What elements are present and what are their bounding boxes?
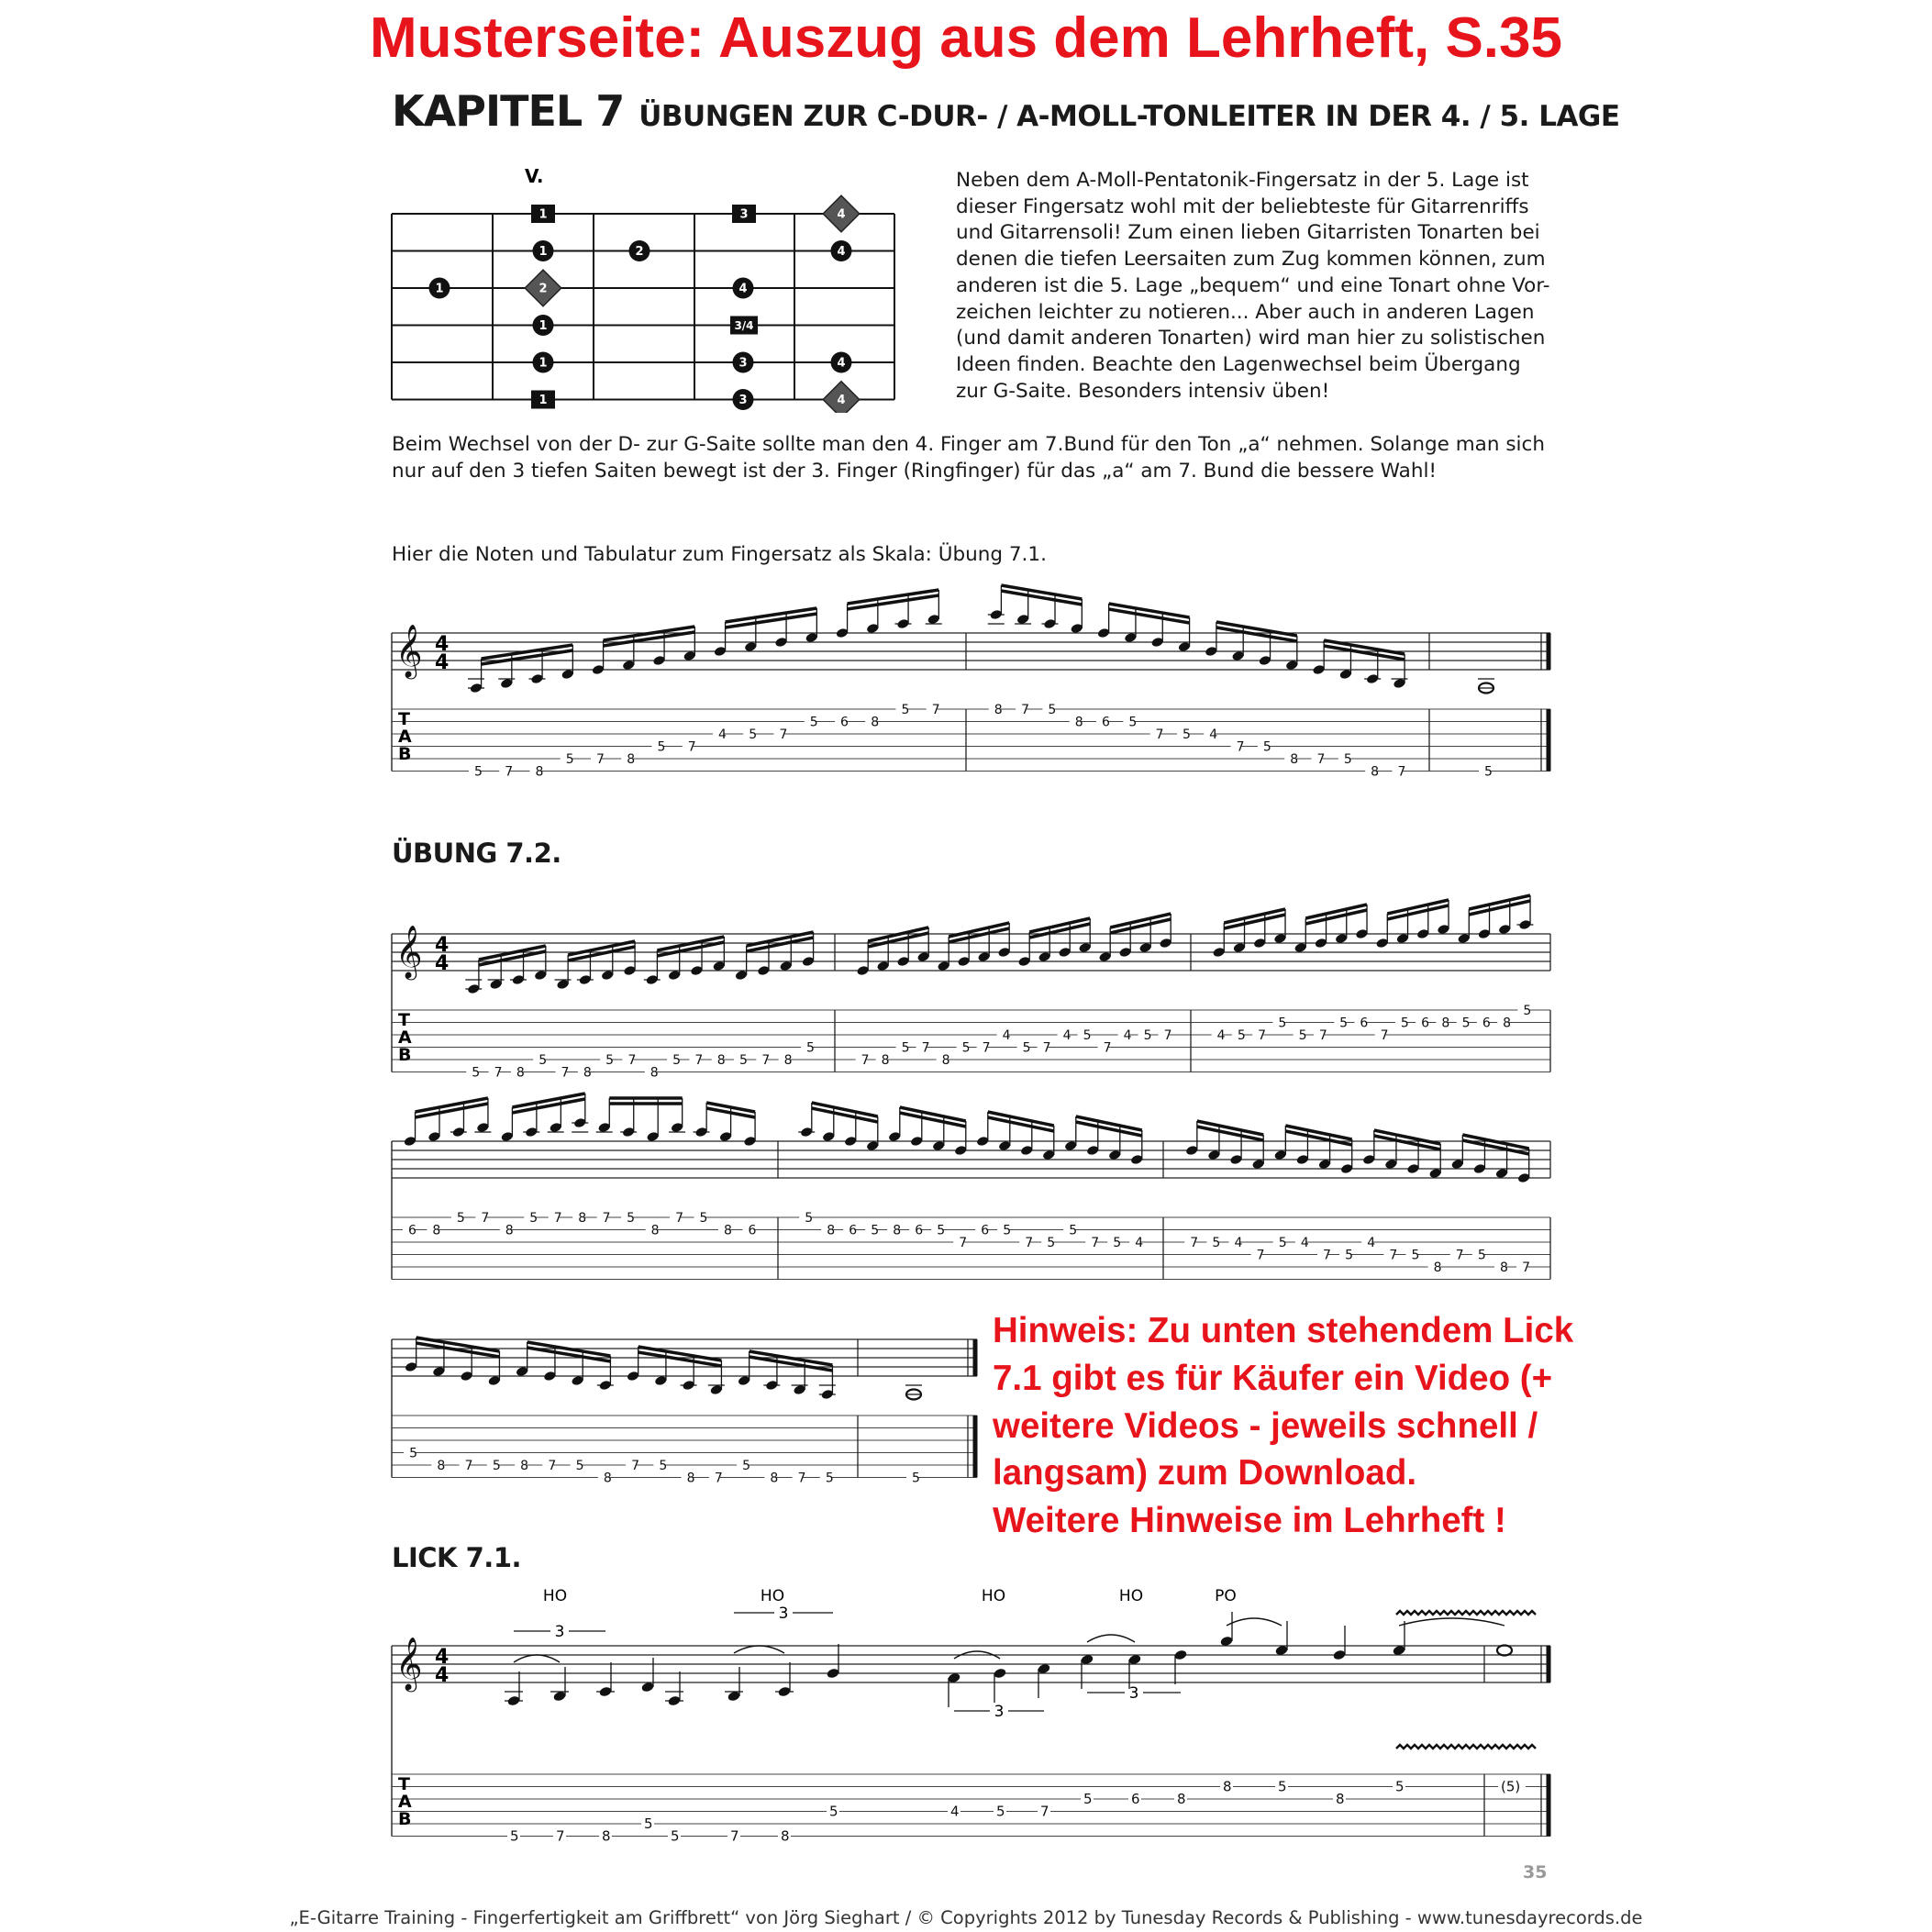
tab-number: 7 [779, 727, 788, 742]
tab-number: 7 [1316, 752, 1326, 767]
finger-number: 1 [435, 282, 444, 296]
tab-number: 5 [472, 1065, 481, 1081]
tab-number: 7 [1021, 703, 1030, 717]
tab-number: 5 [539, 1053, 548, 1068]
tab-number: 5 [809, 715, 818, 730]
tab-number: 5 [805, 1211, 814, 1226]
tab-number: 7 [1040, 1803, 1049, 1820]
tab-number: 5 [699, 1211, 708, 1226]
tab-number: 8 [770, 1471, 779, 1486]
finger-number: 2 [635, 245, 644, 259]
tab-number: 5 [1298, 1028, 1307, 1043]
intro-line: (und damit anderen Tonarten) wird man hier zu solistischen [956, 327, 1546, 350]
music-system [392, 895, 1550, 1081]
tab-number: 7 [1380, 1028, 1389, 1043]
tab-number: 7 [675, 1211, 683, 1226]
tab-number: 7 [1236, 739, 1245, 755]
tab-number: 8 [1503, 1016, 1512, 1031]
tab-number: 8 [1290, 752, 1299, 767]
tab-number: 5 [937, 1223, 946, 1238]
tab-letter: B [398, 1809, 412, 1829]
tab-number: 5 [1182, 727, 1191, 742]
tab-number: 4 [1062, 1028, 1071, 1043]
tab-number: 6 [407, 1223, 416, 1238]
tab-number: 8 [1223, 1778, 1232, 1795]
tab-number: 7 [505, 764, 514, 780]
tab-number: 5 [644, 1815, 653, 1832]
tab-number: 5 [1278, 1016, 1287, 1031]
tab-number: 7 [1091, 1236, 1100, 1250]
slur [1399, 1618, 1505, 1626]
tab-number: 6 [1131, 1791, 1140, 1807]
chapter-number: KAPITEL 7 [392, 86, 625, 136]
finger-number: 1 [539, 245, 548, 259]
finger-number: 4 [837, 207, 846, 222]
tab-number: 7 [602, 1211, 611, 1226]
tab-number: 8 [520, 1459, 528, 1473]
finger-number: 4 [738, 282, 748, 296]
tab-number: 7 [631, 1459, 639, 1473]
slur [1227, 1618, 1282, 1626]
tab-number: 8 [1499, 1260, 1508, 1275]
tab-number: 5 [961, 1040, 971, 1056]
tab-number: 7 [931, 703, 940, 717]
tab-number: 6 [748, 1223, 757, 1238]
tuplet-number: 3 [554, 1623, 565, 1641]
time-signature-bottom: 4 [435, 952, 450, 975]
tab-number: 5 [1212, 1236, 1221, 1250]
intro-line: denen die tiefen Leersaiten zum Zug kommen können, zum [956, 248, 1546, 272]
articulation-label: HO [981, 1587, 1006, 1605]
articulation-label: PO [1215, 1587, 1237, 1605]
tab-number: 7 [730, 1827, 739, 1845]
tab-letter: T [398, 1774, 410, 1794]
tab-number: 5 [1395, 1778, 1405, 1795]
finger-number: 1 [539, 319, 548, 333]
chapter-title: ÜBUNGEN ZUR C-DUR- / A-MOLL-TONLEITER IN DER 4. / 5. LAGE [638, 100, 1620, 133]
tab-number: 7 [553, 1211, 562, 1226]
music-system [392, 1338, 977, 1486]
tab-letter: A [398, 1027, 412, 1048]
notehead [826, 1668, 839, 1680]
tab-number: 7 [982, 1040, 991, 1056]
lick-notes [505, 1587, 1536, 1845]
notice-line: 7.1 gibt es für Käufer ein Video (+ [993, 1358, 1553, 1398]
tab-number: 5 [473, 764, 483, 780]
tab-number: 5 [805, 1040, 815, 1056]
tab-number: 7 [1163, 1028, 1172, 1043]
tab-number: 8 [1336, 1791, 1345, 1807]
tab-number: 8 [871, 715, 880, 730]
finger-number: 1 [539, 394, 548, 407]
tab-number: 7 [1522, 1260, 1531, 1275]
tab-number: 5 [1400, 1016, 1409, 1031]
finger-number: 4 [837, 245, 846, 259]
tab-number: 8 [724, 1223, 732, 1238]
notice-line: weitere Videos - jeweils schnell / [993, 1405, 1538, 1446]
notice-line: Hinweis: Zu unten stehendem Lick [993, 1311, 1574, 1350]
tab-number: 8 [1433, 1260, 1442, 1275]
tab-number: 7 [959, 1236, 968, 1250]
slur [734, 1646, 784, 1653]
tab-number: 8 [1177, 1791, 1186, 1807]
tab-number: 7 [556, 1827, 565, 1845]
tab-number: 7 [1042, 1040, 1051, 1056]
tab-number: 5 [912, 1471, 920, 1486]
tab-number: (5) [1501, 1778, 1521, 1795]
paragraph-line: nur auf den 3 tiefen Saiten bewegt ist der 3. Finger (Ringfinger) für das „a“ am 7. Bund die bessere Wahl! [392, 459, 1438, 483]
music-system [392, 585, 1550, 780]
tab-number: 5 [1003, 1223, 1012, 1238]
tab-number: 5 [575, 1459, 584, 1473]
slur [1087, 1635, 1135, 1642]
tab-number: 8 [505, 1223, 514, 1238]
time-signature-bottom: 4 [435, 1664, 450, 1687]
tab-number: 4 [1123, 1028, 1132, 1043]
notehead [1173, 1649, 1187, 1661]
tab-number: 7 [1455, 1248, 1464, 1263]
tab-number: 8 [1371, 764, 1380, 780]
tab-number: 5 [1477, 1248, 1486, 1263]
tab-number: 4 [1216, 1028, 1226, 1043]
time-signature-top: 4 [435, 934, 450, 957]
vibrato-mark [1396, 1611, 1536, 1615]
tab-number: 7 [464, 1459, 473, 1473]
tab-number: 8 [827, 1223, 836, 1238]
tuplet-number: 3 [1128, 1684, 1139, 1703]
tab-number: 5 [1343, 752, 1352, 767]
tab-number: 5 [1047, 1236, 1056, 1250]
tab-number: 6 [1102, 715, 1110, 730]
articulation-label: HO [542, 1587, 568, 1605]
tab-number: 6 [915, 1223, 924, 1238]
tab-number: 5 [409, 1446, 417, 1461]
tab-number: 5 [1278, 1778, 1287, 1795]
tab-number: 6 [839, 715, 849, 730]
tab-number: 5 [1461, 1016, 1471, 1031]
tab-number: 8 [783, 1053, 793, 1068]
tab-number: 7 [1322, 1248, 1331, 1263]
tab-number: 5 [739, 1053, 748, 1068]
tab-number: 5 [1128, 715, 1138, 730]
tab-number: 7 [1025, 1236, 1034, 1250]
tab-number: 5 [456, 1211, 465, 1226]
tab-number: 5 [627, 1211, 636, 1226]
finger-number: 4 [837, 394, 846, 407]
articulation-label: HO [760, 1587, 785, 1605]
tab-number: 6 [1421, 1016, 1430, 1031]
tab-number: 5 [1339, 1016, 1349, 1031]
tab-number: 7 [1318, 1028, 1327, 1043]
tab-number: 5 [1113, 1236, 1122, 1250]
tab-number: 7 [481, 1211, 490, 1226]
tab-number: 5 [529, 1211, 539, 1226]
finger-number: 1 [539, 207, 548, 222]
tab-number: 7 [627, 1053, 637, 1068]
tab-number: 5 [1143, 1028, 1152, 1043]
tab-number: 5 [742, 1459, 750, 1473]
exercise-intro-text: Hier die Noten und Tabulatur zum Fingersatz als Skala: Übung 7.1. [392, 543, 1047, 566]
intro-line: zur G-Saite. Besonders intensiv üben! [956, 379, 1330, 403]
tab-number: 5 [1278, 1236, 1287, 1250]
treble-clef: 𝄞 [395, 925, 423, 978]
tab-number: 5 [1083, 1791, 1093, 1807]
intro-line: anderen ist die 5. Lage „bequem“ und eine Tonart ohne Vor- [956, 273, 1550, 297]
finger-number: 3 [739, 207, 749, 222]
finger-number: 3 [738, 356, 748, 371]
finger-number: 3/4 [734, 319, 754, 332]
tab-number: 8 [994, 703, 1003, 717]
tab-number: 4 [717, 727, 727, 742]
tab-number: 5 [492, 1459, 501, 1473]
tab-letter: T [398, 1010, 410, 1030]
tab-number: 7 [1155, 727, 1164, 742]
tab-letter: A [398, 1792, 412, 1812]
tab-number: 8 [716, 1053, 726, 1068]
tab-number: 8 [781, 1827, 790, 1845]
tab-number: 5 [1262, 739, 1271, 755]
tab-number: 5 [659, 1459, 668, 1473]
tab-number: 8 [881, 1053, 890, 1068]
tab-number: 7 [1190, 1236, 1199, 1250]
tab-number: 5 [749, 727, 758, 742]
copyright-footer: „E-Gitarre Training - Fingerfertigkeit am Griffbrett“ von Jörg Sieghart / © Copyrights 2012 by Tunesday Records & Publishing - www.tunesdayrecords.de [289, 1907, 1643, 1928]
notehead [993, 1668, 1006, 1680]
notice-line: Weitere Hinweise im Lehrheft ! [993, 1501, 1506, 1541]
tab-number: 5 [901, 703, 910, 717]
tab-number: 5 [510, 1827, 519, 1845]
tab-number: 5 [1237, 1028, 1246, 1043]
tab-number: 7 [694, 1053, 704, 1068]
tab-number: 5 [672, 1053, 682, 1068]
tab-number: 5 [605, 1053, 615, 1068]
tab-number: 5 [657, 739, 666, 755]
articulation-label: HO [1118, 1587, 1144, 1605]
tab-number: 7 [1256, 1248, 1265, 1263]
tab-number: 5 [1345, 1248, 1354, 1263]
tab-number: 4 [1209, 727, 1218, 742]
position-label: V. [525, 165, 544, 187]
tab-number: 8 [650, 1065, 659, 1081]
tab-number: 5 [1069, 1223, 1078, 1238]
tab-number: 4 [1367, 1236, 1376, 1250]
lick-7-1-heading: LICK 7.1. [392, 1542, 522, 1573]
intro-line: zeichen leichter zu notieren... Aber auch in anderen Lagen [956, 300, 1535, 324]
finger-number: 1 [539, 356, 548, 371]
tab-number: 7 [494, 1065, 503, 1081]
tab-number: 4 [950, 1803, 960, 1820]
finger-number: 2 [539, 282, 548, 296]
tab-number: 7 [548, 1459, 557, 1473]
tab-number: 4 [1002, 1028, 1011, 1043]
tab-number: 5 [565, 752, 574, 767]
tab-number: 5 [825, 1471, 834, 1486]
tab-number: 8 [516, 1065, 525, 1081]
tab-number: 7 [595, 752, 605, 767]
tab-number: 7 [687, 739, 696, 755]
music-system [392, 1637, 1550, 1837]
tab-number: 8 [650, 1223, 660, 1238]
slur [514, 1655, 560, 1662]
tab-number: 8 [432, 1223, 441, 1238]
time-signature-top: 4 [435, 1646, 450, 1669]
treble-clef: 𝄞 [395, 624, 423, 677]
tab-letter: A [398, 727, 412, 747]
tab-number: 5 [829, 1803, 838, 1820]
whole-note [1497, 1646, 1512, 1656]
tab-number: 7 [561, 1065, 570, 1081]
tab-number: 5 [871, 1223, 880, 1238]
tab-number: 8 [941, 1053, 950, 1068]
tab-number: 4 [1300, 1236, 1309, 1250]
tab-number: 8 [578, 1211, 587, 1226]
tab-number: 6 [1360, 1016, 1369, 1031]
notation-systems [392, 585, 1550, 1845]
time-signature-bottom: 4 [435, 651, 450, 674]
tab-letter: T [398, 709, 410, 729]
treble-clef: 𝄞 [395, 1637, 423, 1690]
sample-page-banner: Musterseite: Auszug aus dem Lehrheft, S.35 [369, 6, 1562, 70]
tab-number: 5 [1484, 764, 1493, 780]
tab-number: 7 [1103, 1040, 1112, 1056]
intro-line: dieser Fingersatz wohl mit der beliebteste für Gitarrenriffs [956, 194, 1529, 218]
tab-number: 5 [671, 1827, 680, 1845]
tab-letter: B [398, 744, 412, 764]
tab-number: 8 [686, 1471, 695, 1486]
tab-number: 7 [714, 1471, 723, 1486]
tab-number: 8 [893, 1223, 902, 1238]
page-number: 35 [1523, 1862, 1548, 1882]
tab-number: 8 [535, 764, 544, 780]
finger-number: 4 [837, 356, 846, 371]
tab-number: 8 [1074, 715, 1083, 730]
tab-number: 5 [1022, 1040, 1031, 1056]
tab-number: 8 [603, 1471, 612, 1486]
intro-line: und Gitarrensoli! Zum einen lieben Gitarristen Tonarten bei [956, 221, 1540, 245]
tab-number: 6 [981, 1223, 990, 1238]
tab-number: 5 [996, 1803, 1005, 1820]
tab-number: 5 [1411, 1248, 1420, 1263]
tab-number: 7 [1397, 764, 1406, 780]
tab-number: 5 [901, 1040, 910, 1056]
tab-letter: B [398, 1045, 412, 1065]
notice-line: langsam) zum Download. [993, 1453, 1417, 1493]
tuplet-number: 3 [994, 1703, 1005, 1721]
tab-number: 5 [1523, 1004, 1532, 1018]
tab-number: 7 [797, 1471, 806, 1486]
intro-line: Ideen finden. Beachte den Lagenwechsel beim Übergang [956, 352, 1521, 376]
tab-number: 4 [1234, 1236, 1243, 1250]
exercise-7-2-heading: ÜBUNG 7.2. [392, 838, 561, 869]
tab-number: 6 [1482, 1016, 1491, 1031]
tab-number: 5 [1048, 703, 1057, 717]
tab-number: 8 [602, 1827, 611, 1845]
vibrato-mark [1396, 1745, 1536, 1749]
time-signature-top: 4 [435, 633, 450, 656]
tuplet-number: 3 [778, 1604, 789, 1623]
notehead [1332, 1649, 1346, 1661]
tab-number: 7 [761, 1053, 771, 1068]
intro-line: Neben dem A-Moll-Pentatonik-Fingersatz in der 5. Lage ist [956, 169, 1529, 192]
tab-number: 8 [583, 1065, 592, 1081]
paragraph-line: Beim Wechsel von der D- zur G-Saite sollte man den 4. Finger am 7.Bund für den Ton „a“ nehmen. Solange man sich [392, 433, 1545, 456]
tab-number: 4 [1135, 1236, 1144, 1250]
tab-number: 6 [849, 1223, 858, 1238]
tab-number: 5 [1083, 1028, 1092, 1043]
music-system [392, 1094, 1550, 1280]
tab-number: 7 [861, 1053, 870, 1068]
tab-number: 7 [921, 1040, 930, 1056]
tab-number: 7 [1389, 1248, 1398, 1263]
tab-number: 8 [627, 752, 636, 767]
tab-number: 8 [1441, 1016, 1450, 1031]
tab-number: 7 [1258, 1028, 1267, 1043]
tab-number: 8 [437, 1459, 446, 1473]
finger-number: 3 [738, 394, 748, 407]
